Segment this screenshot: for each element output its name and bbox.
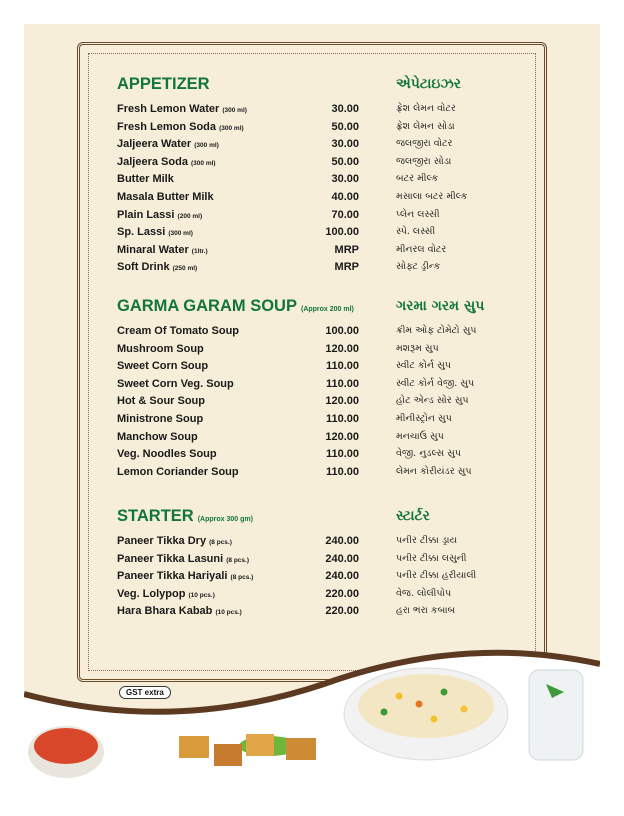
item-price: 50.00 — [331, 120, 359, 133]
item-name-gujarati: પનીર ટીક્કા ડ્રાય — [396, 535, 458, 546]
item-name: Butter Milk — [117, 173, 174, 186]
item-quantity: (300 ml) — [222, 107, 247, 114]
item-price: 30.00 — [331, 173, 359, 186]
item-name: Ministrone Soup — [117, 412, 204, 425]
item-price: 30.00 — [331, 103, 359, 115]
menu-item — [117, 103, 487, 121]
corn-kernel — [396, 693, 403, 700]
item-quantity: (10 pcs.) — [215, 609, 242, 617]
item-price: 110.00 — [325, 377, 359, 390]
menu-item — [117, 226, 487, 244]
menu-item — [117, 191, 487, 209]
starter-header — [117, 507, 487, 535]
menu-item — [117, 588, 487, 606]
item-name-gujarati: સ્વીટ કોર્ન સુપ — [396, 360, 451, 372]
item-name-gujarati: સોફ્ટ ડ્રીન્ક — [396, 261, 441, 273]
item-name-gujarati: હોટ એન્ડ સોર સુપ — [396, 395, 469, 407]
soup-title: GARMA GARAM SOUP (Approx 200 ml) — [117, 297, 354, 315]
item-name-gujarati: મીનરલ વોટર — [396, 243, 447, 255]
item-price: 100.00 — [325, 226, 359, 239]
food-photo-banner — [24, 634, 600, 792]
item-name-gujarati: પનીર ટીક્કા હરીયાલી — [396, 570, 477, 582]
item-quantity: (300 ml) — [168, 230, 193, 238]
item-price: 30.00 — [331, 138, 359, 151]
item-name-gujarati: ફ્રેશ લેમન સોડા — [396, 120, 455, 132]
carrot-piece — [416, 701, 423, 708]
item-name: Veg. Lolypop (10 pcs.) — [117, 587, 215, 600]
item-name: Sweet Corn Veg. Soup — [117, 377, 234, 390]
item-name-gujarati: વેજી. નુડલ્સ સુપ — [396, 448, 462, 460]
item-name: Lemon Coriander Soup — [117, 465, 239, 478]
appetizer-title: APPETIZER — [117, 75, 210, 93]
menu-item — [117, 121, 487, 139]
item-price: 110.00 — [325, 412, 359, 425]
soup-title-gujarati: ગરમા ગરમ સુપ — [396, 298, 485, 314]
sweet-corn-soup — [358, 674, 494, 738]
starter-section — [117, 507, 487, 623]
item-name: Veg. Noodles Soup — [117, 448, 217, 461]
item-name-gujarati: લેમન કોરીયંડર સુપ — [396, 465, 472, 477]
item-name: Fresh Lemon Soda (300 ml) — [117, 120, 244, 133]
item-name: Mushroom Soup — [117, 342, 204, 355]
buttermilk-glass — [529, 670, 583, 760]
item-quantity: (1ltr.) — [191, 247, 208, 255]
item-name: Masala Butter Milk — [117, 190, 214, 203]
item-name: Paneer Tikka Lasuni (8 pcs.) — [117, 552, 250, 565]
item-name: Manchow Soup — [117, 430, 198, 443]
item-name: Hara Bhara Kabab (10 pcs.) — [117, 605, 242, 618]
soup-section — [117, 297, 487, 483]
appetizer-title-gujarati: એપેટાઇઝર — [396, 76, 462, 92]
menu-item — [117, 325, 487, 343]
menu-item — [117, 448, 487, 466]
item-price: 220.00 — [325, 587, 359, 600]
menu-item — [117, 605, 487, 623]
item-price: MRP — [334, 243, 359, 256]
item-quantity: (300 ml) — [194, 142, 219, 150]
item-name-gujarati: ફ્રેશ લેમન વોટર — [396, 103, 456, 114]
item-price: MRP — [334, 261, 359, 274]
starter-title-gujarati: સ્ટાર્ટર — [396, 508, 430, 524]
item-name-gujarati: પનીર ટીક્કા લસુની — [396, 552, 467, 564]
menu-item — [117, 156, 487, 174]
item-price: 40.00 — [331, 190, 359, 203]
appetizer-items — [117, 103, 487, 279]
menu-item — [117, 244, 487, 262]
item-price: 240.00 — [325, 552, 359, 565]
wave-background — [24, 653, 600, 792]
paneer-cube-1 — [179, 736, 209, 758]
menu-item — [117, 395, 487, 413]
item-name: Hot & Sour Soup — [117, 395, 205, 408]
item-price: 220.00 — [325, 605, 359, 618]
item-name-gujarati: વેજ. લોલીપોપ — [396, 587, 452, 599]
item-price: 120.00 — [325, 395, 359, 408]
menu-item — [117, 343, 487, 361]
paneer-cube-4 — [286, 738, 316, 760]
item-quantity: (200 ml) — [177, 212, 203, 220]
menu-item — [117, 261, 487, 279]
menu-item — [117, 466, 487, 484]
starter-title: STARTER (Approx 300 gm) — [117, 507, 253, 525]
item-name: Minaral Water (1ltr.) — [117, 243, 208, 256]
corn-kernel — [461, 706, 468, 713]
appetizer-section — [117, 75, 487, 279]
item-price: 70.00 — [331, 208, 359, 221]
item-name-gujarati: ક્રીમ ઓફ ટોમેટો સુપ — [396, 325, 477, 336]
item-name: Paneer Tikka Dry (8 pcs.) — [117, 535, 232, 547]
item-price: 50.00 — [331, 155, 359, 168]
paneer-cube-3 — [246, 734, 274, 756]
item-name: Paneer Tikka Hariyali (8 pcs.) — [117, 570, 254, 583]
item-price: 240.00 — [325, 535, 359, 547]
paneer-cube-2 — [214, 744, 242, 766]
item-name: Fresh Lemon Water (300 ml) — [117, 103, 247, 115]
item-price: 120.00 — [325, 342, 359, 355]
item-price: 110.00 — [325, 465, 359, 478]
appetizer-header — [117, 75, 487, 103]
item-name-gujarati: મીનીસ્ટ્રોન સુપ — [396, 412, 452, 424]
menu-page — [24, 24, 600, 792]
item-quantity: (8 pcs.) — [226, 556, 250, 564]
starter-note: (Approx 300 gm) — [197, 516, 253, 523]
item-name-gujarati: મશરૂમ સુપ — [396, 342, 439, 354]
menu-item — [117, 413, 487, 431]
soup-header — [117, 297, 487, 325]
menu-item — [117, 360, 487, 378]
item-quantity: (300 ml) — [219, 124, 244, 132]
menu-item — [117, 209, 487, 227]
item-quantity: (8 pcs.) — [209, 539, 232, 546]
item-name-gujarati: જલજીરા સોડા — [396, 155, 452, 167]
item-quantity: (300 ml) — [191, 159, 216, 167]
tomato-soup — [34, 728, 98, 764]
item-name: Soft Drink (250 ml) — [117, 261, 198, 274]
gst-note-badge: GST extra — [119, 686, 171, 699]
item-name: Plain Lassi (200 ml) — [117, 208, 203, 221]
menu-item — [117, 431, 487, 449]
starter-items — [117, 535, 487, 623]
item-quantity: (8 pcs.) — [230, 574, 254, 582]
item-name: Cream Of Tomato Soup — [117, 325, 240, 337]
item-quantity: (250 ml) — [172, 265, 198, 273]
item-quantity: (10 pcs.) — [188, 591, 215, 599]
item-price: 110.00 — [325, 448, 359, 461]
item-name-gujarati: જલજીરા વોટર — [396, 138, 453, 150]
menu-item — [117, 173, 487, 191]
item-price: 110.00 — [325, 360, 359, 373]
item-name: Jaljeera Soda (300 ml) — [117, 155, 216, 168]
item-name-gujarati: પ્લેન લસ્સી — [396, 208, 440, 220]
pea-piece — [441, 689, 448, 696]
item-price: 100.00 — [325, 325, 359, 337]
item-name-gujarati: હરા ભરા કબાબ — [396, 605, 456, 617]
item-name: Sp. Lassi (300 ml) — [117, 226, 193, 239]
menu-item — [117, 378, 487, 396]
menu-item — [117, 570, 487, 588]
item-price: 240.00 — [325, 570, 359, 583]
item-name-gujarati: સ્વીટ કોર્ન વેજી. સુપ — [396, 377, 475, 389]
item-name-gujarati: મસાલા બટર મીલ્ક — [396, 190, 468, 202]
item-price: 120.00 — [325, 430, 359, 443]
soup-items — [117, 325, 487, 483]
menu-item — [117, 553, 487, 571]
pea-piece — [381, 709, 388, 716]
item-name: Jaljeera Water (300 ml) — [117, 138, 219, 151]
soup-note: (Approx 200 ml) — [300, 306, 354, 313]
item-name-gujarati: સ્પે. લસ્સી — [396, 226, 436, 238]
corn-kernel — [431, 716, 438, 723]
item-name: Sweet Corn Soup — [117, 360, 209, 373]
menu-item — [117, 138, 487, 156]
menu-item — [117, 535, 487, 553]
item-name-gujarati: મનચાઉ સુપ — [396, 430, 444, 442]
item-name-gujarati: બટર મીલ્ક — [396, 173, 439, 185]
